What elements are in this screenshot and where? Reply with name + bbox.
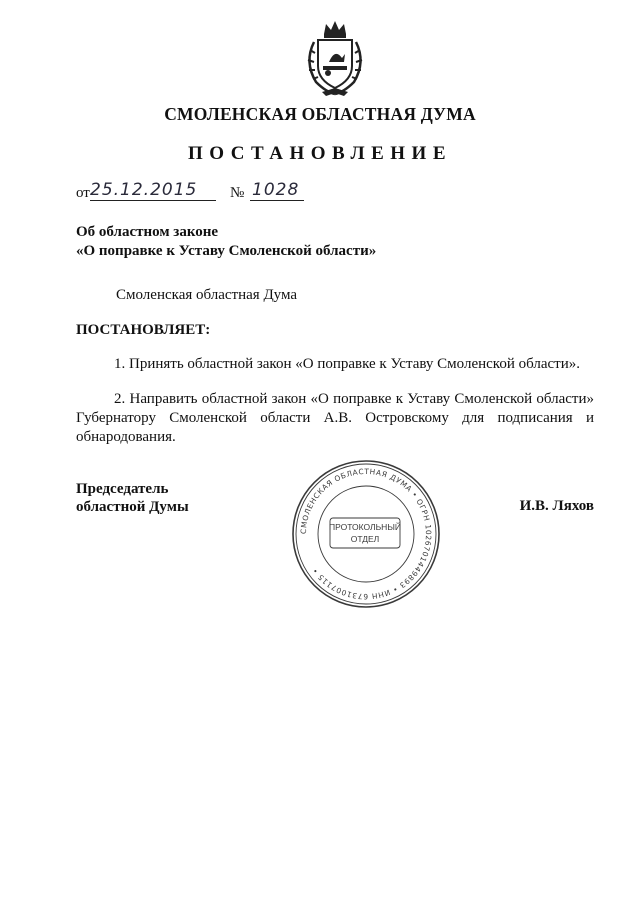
number-value: 1028 [252,180,300,200]
signatory-name: И.В. Ляхов [519,498,594,514]
stamp-center-line-1: ПРОТОКОЛЬНЫЙ [329,522,401,532]
date-number-line [76,178,316,204]
resolution-item-2: 2. Направить областной закон «О поправке к Уставу Смоленской области» Губернатору Смоленской области А.В. Островскому для подписания и обнародования. [76,391,594,445]
stamp-ring-text: СМОЛЕНСКАЯ ОБЛАСТНАЯ ДУМА • ОГРН 1026701449893 • ИНН 6731007115 • [298,466,434,602]
intro-text: Смоленская областная Дума [116,287,298,303]
document-subject [76,223,376,261]
subject-line-2: «О поправке к Уставу Смоленской области» [76,243,377,259]
number-underline [250,200,304,201]
stamp-center-line-2: ОТДЕЛ [350,534,380,544]
coat-of-arms-emblem [298,18,372,98]
organization-title: СМОЛЕНСКАЯ ОБЛАСТНАЯ ДУМА [164,104,476,124]
signatory-role [76,480,189,516]
resolve-heading: ПОСТАНОВЛЯЕТ: [76,322,211,338]
date-prefix: от [76,185,90,201]
official-stamp-seal [290,458,442,610]
signatory-role-line-2: областной Думы [76,499,189,515]
document-type-title: ПОСТАНОВЛЕНИЕ [187,143,453,164]
number-prefix: № [230,185,245,201]
signatory-role-line-1: Председатель [76,481,169,497]
date-value: 25.12.2015 [90,180,198,200]
resolution-item-1: 1. Принять областной закон «О поправке к Уставу Смоленской области». [114,356,580,372]
date-underline [90,200,216,201]
subject-line-1: Об областном законе [76,224,219,240]
